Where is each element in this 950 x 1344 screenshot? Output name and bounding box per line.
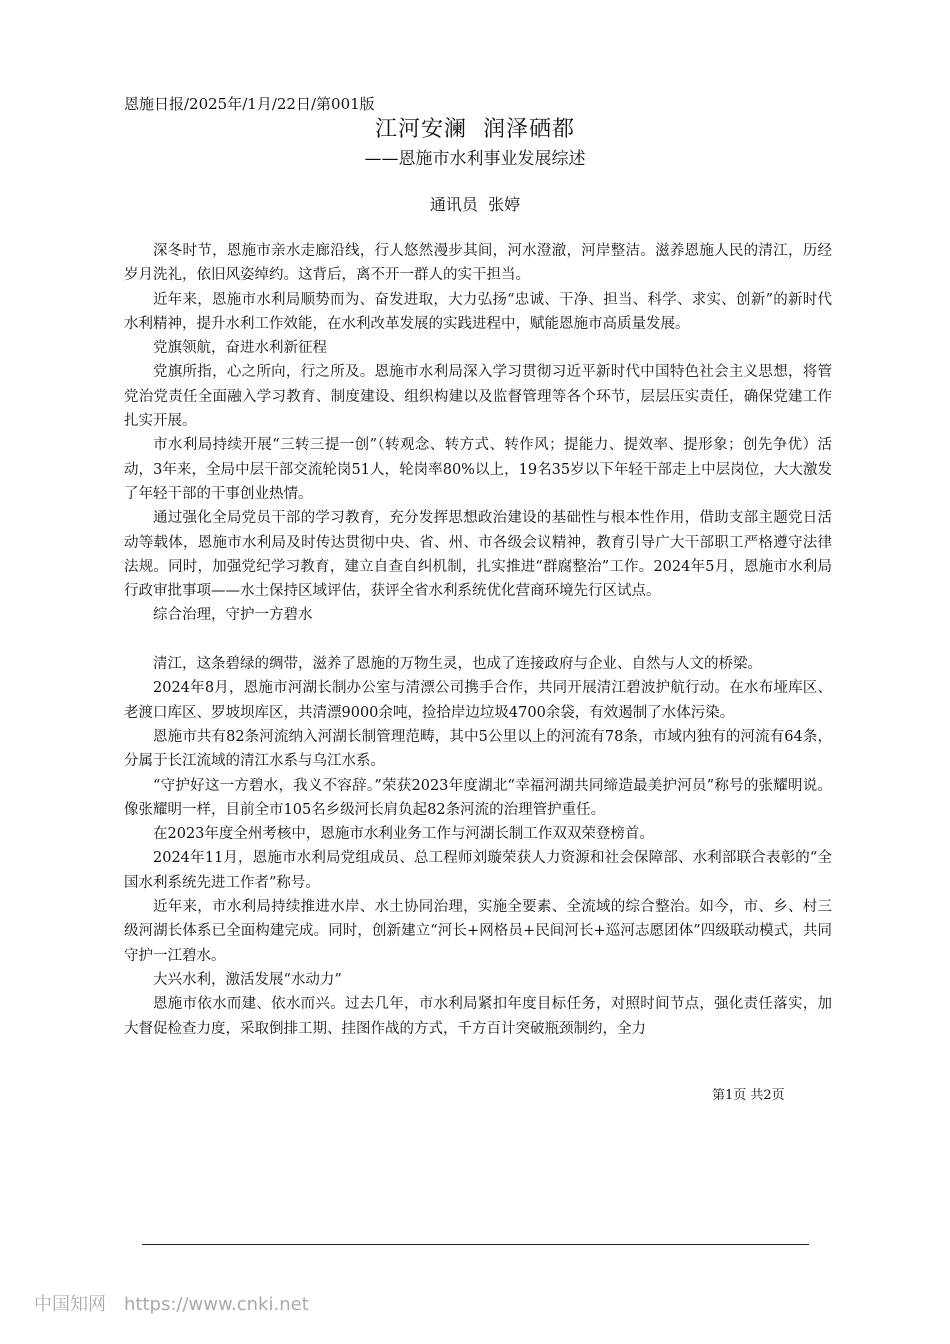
page-number: 第1页 共2页 (712, 1088, 785, 1103)
paragraph: 恩施市依水而建、依水而兴。过去几年，市水利局紧扣年度目标任务，对照时间节点，强化责任落实，加大督促检查力度，采取倒排工期、挂图作战的方式，千方百计突破瓶颈制约，全力 (124, 996, 832, 1037)
paragraph: 恩施市共有82条河流纳入河湖长制管理范畴，其中5公里以上的河流有78条，市域内独有的河流有64条，分属于长江流域的清江水系与乌江水系。 (124, 728, 832, 770)
paragraph: 近年来，市水利局持续推进水岸、水土协同治理，实施全要素、全流域的综合整治。如今，市、乡、村三级河湖长体系已全面构建完成。同时，创新建立“河长+网格员+民间河长+巡河志愿团体”四级联动模式，共同守护一江碧水。 (124, 899, 832, 964)
paragraph: 清江，这条碧绿的绸带，滋养了恩施的万物生灵，也成了连接政府与企业、自然与人文的桥梁。 (153, 656, 762, 673)
article-body (124, 239, 832, 1041)
publication-source-line: 恩施日报/2025年/1月/22日/第001版 (124, 95, 375, 113)
footer-divider (142, 1244, 809, 1245)
section-heading: 党旗领航，奋进水利新征程 (153, 340, 327, 357)
paragraph: 在2023年度全州考核中，恩施市水利业务工作与河湖长制工作双双荣登榜首。 (153, 826, 654, 843)
paragraph: 近年来，恩施市水利局顺势而为、奋发进取，大力弘扬“忠诚、干净、担当、科学、求实、创新”的新时代水利精神，提升水利工作效能，在水利改革发展的实践进程中，赋能恩施市高质量发展。 (124, 291, 832, 332)
article-title: 江河安澜 润泽硒都 (375, 117, 575, 142)
paragraph: 市水利局持续开展“三转三提一创”（转观念、转方式、转作风；提能力、提效率、提形象；创先争优）活动，3年来，全局中层干部交流轮岗51人，轮岗率80%以上，19名35岁以下年轻干部走上中层岗位，大大激发了年轻干部的干事创业热情。 (124, 437, 832, 502)
paragraph: 深冬时节，恩施市亲水走廊沿线，行人悠然漫步其间，河水澄澈，河岸整洁。滋养恩施人民的清江，历经岁月洗礼，依旧风姿绰约。这背后，离不开一群人的实干担当。 (124, 243, 832, 284)
paragraph: “守护好这一方碧水，我义不容辞。”荣获2023年度湖北“幸福河湖共同缔造最美护河员”称号的张耀明说。像张耀明一样，目前全市105名乡级河长肩负起82条河流的治理管护重任。 (124, 777, 832, 818)
watermark-url: https://www.cnki.net (124, 1294, 309, 1315)
section-heading: 大兴水利，激活发展“水动力” (153, 971, 342, 988)
blank-line (124, 628, 832, 652)
paragraph: 党旗所指，心之所向，行之所及。恩施市水利局深入学习贯彻习近平新时代中国特色社会主义思想，将管党治党责任全面融入学习教育、制度建设、组织构建以及监督管理等各个环节，层层压实责任，确保党建工作扎实开展。 (124, 364, 832, 430)
watermark-brand: 中国知网 (34, 1294, 106, 1315)
paragraph: 2024年11月，恩施市水利局党组成员、总工程师刘璇荣获人力资源和社会保障部、水利部联合表彰的“全国水利系统先进工作者”称号。 (124, 850, 832, 891)
section-heading: 综合治理，守护一方碧水 (153, 607, 313, 624)
article-author: 通讯员 张婷 (429, 195, 521, 214)
paragraph: 2024年8月，恩施市河湖长制办公室与清漂公司携手合作，共同开展清江碧波护航行动。在水布垭库区、老渡口库区、罗坡坝库区，共清漂9000余吨，捡拾岸边垃圾4700余袋，有效遏制了水体污染。 (124, 680, 832, 721)
cnki-watermark (34, 1292, 309, 1318)
paragraph: 通过强化全局党员干部的学习教育，充分发挥思想政治建设的基础性与根本性作用，借助支部主题党日活动等载体，恩施市水利局及时传达贯彻中央、省、州、市各级会议精神，教育引导广大干部职工严格遵守法律法规。同时，加强党纪学习教育，建立自查自纠机制，扎实推进“群腐整治”工作。2024年5月，恩施市水利局行政审批事项——水土保持区域评估，获评全省水利系统优化营商环境先行区试点。 (124, 510, 832, 600)
article-subtitle: ——恩施市水利事业发展综述 (364, 149, 586, 169)
